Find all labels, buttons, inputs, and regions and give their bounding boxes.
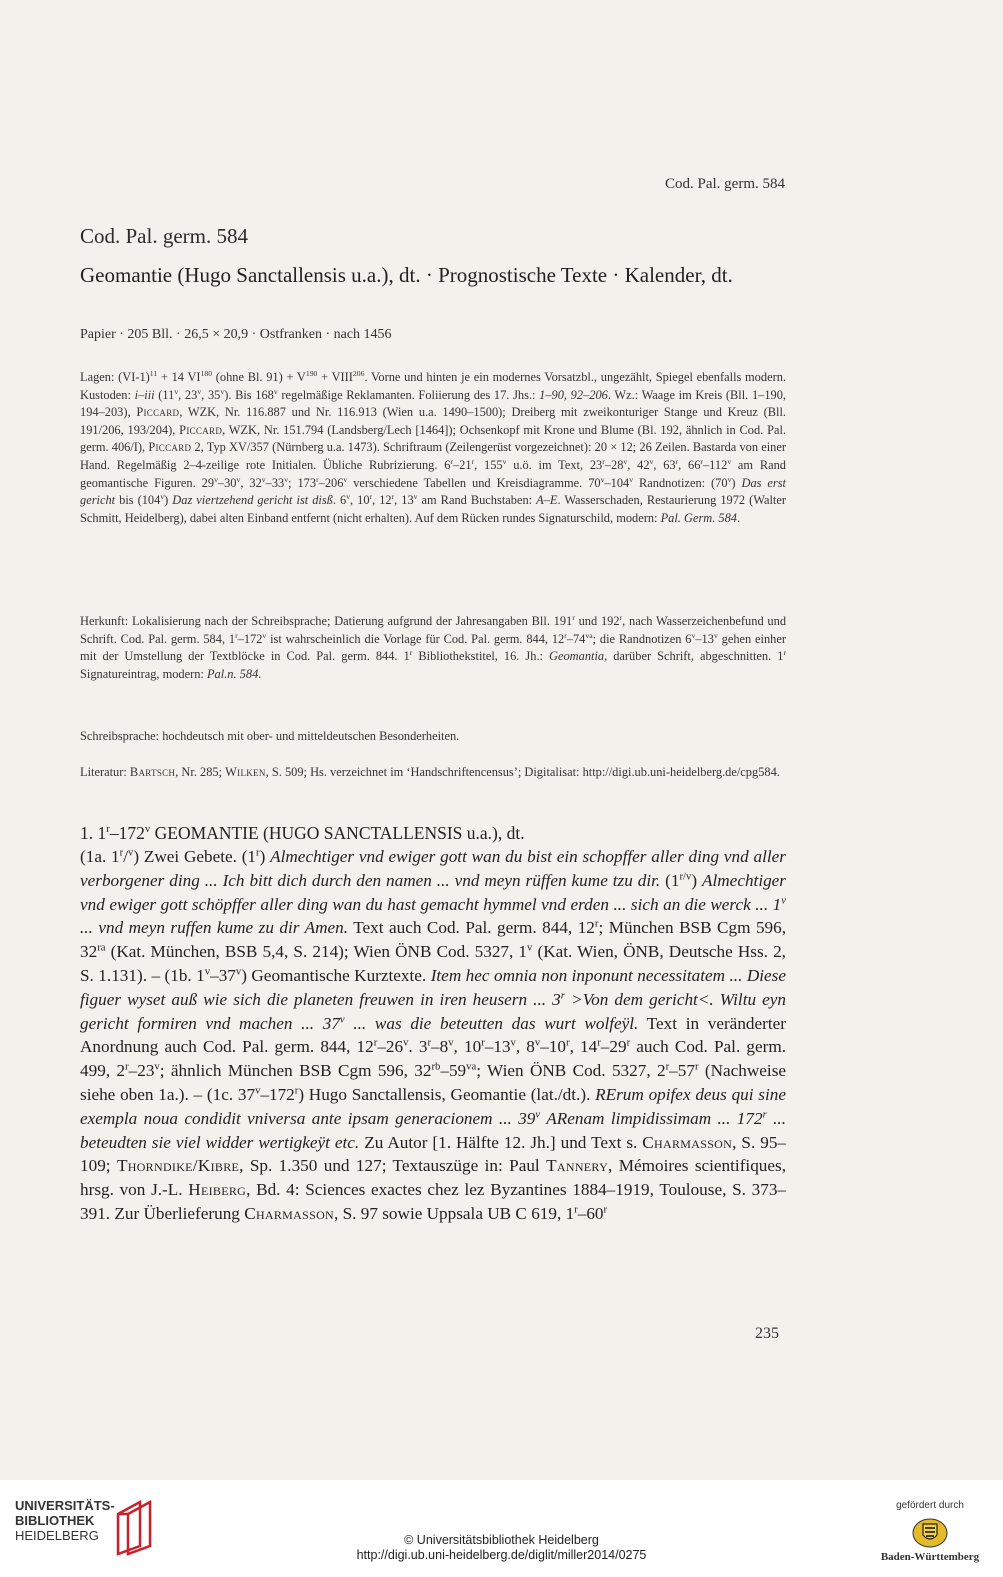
section-body: (1a. 1$^r$/$^v$) Zwei Gebete. (1$^r$) Almechtiger vnd ewiger gott wan du bist ein schopffer aller ding vnd aller verborgener ding ... Ich bitt dich durch den namen ... vnd meyn rüffen kume tzu dir. $(1^{r/v})$ Almechtiger vnd ewiger gott schöpffer aller ding wan du hast gemacht hymmel vnd erden ... sich an die werck ... 1$^v$ ... vnd meyn ruffen kume zu dir Amen. Text auch Cod. Pal. germ. 844, 12$^r$; München BSB Cgm 596, $32^{ra}$ (Kat. München, BSB 5,4, S. 214); Wien ÖNB Cod. 5327, 1$^v$ (Kat. Wien, ÖNB, Deutsche Hss. 2, S. 1.131). – (1b. 1$^v$–37$^v$) Geomantische Kurztexte. Item hec omnia non inponunt necessitatem ... Diese figuer wyset auß wie sich die planeten freuwen in iren heusern ... $3^r >Von$ dem gericht<. Wiltu eyn gericht formiren vnd machen ... 37$^v$ ... was die beteutten das wurt wolfeÿl. Text in veränderter Anordnung auch Cod. Pal. germ. 844, 12$^r$–26$^v$. 3$^r$–8$^v$, 10$^r$–13$^v$, 8$^v$–10$^r$, 14$^r$–29$^r$ auch Cod. Pal. germ. 499, 2$^r$–23$^v$; ähnlich München BSB Cgm 596, $32^{rb}-59^{va}$; Wien ÖNB Cod. 5327, 2$^r$–57$^r$ (Nachweise siehe oben 1a.). – (1c. 37$^v$–172$^r$) Hugo Sanctallensis, Geomantie (lat./dt.). RErum opifex deus qui sine exempla noua condidit vniversa ante ipsam generacionem ... 39$^v$ ARenam limpidissimam ... 172$^r$ ... beteudten sie viel widder wertigkeÿt etc. Zu Autor [1. Hälfte 12. Jh.] und Text s. Charmasson, S. 95–109; Thorndike/Kibre, Sp. 1.350 und 127; Textauszüge in: Paul Tannery, Mémoires scientifiques, hrsg. von J.-L. Heiberg, Bd. 4: Sciences exactes chez lez Byzantines 1884–1919, Toulouse, S. 373–391. Zur Überlieferung Charmasson, S. 97 sowie Uppsala UB C 619, 1$^r$–60$^r$	[80, 847, 787, 1223]
herkunft-label: Herkunft:	[80, 614, 129, 628]
lagen-paragraph: Lagen: $(VI-1)^{11} + 14$ VI$^{180}$ (ohne Bl. $91) + V^{190}$ + $VIII^{206}$. Vorne und hinten je ein modernes Vorsatzbl., ungezählt, Spiegel ebenfalls modern. Kustoden: i–iii (11$^v$, 23$^v$, 35$^v$). Bis 168$^v$ regelmäßige Reklamanten. Foliierung des 17. Jhs.: 1–90, 92–206. Wz.: Waage im Kreis (Bll. 1–190, 194–203), Piccard, WZK, Nr. 116.887 und Nr. 116.913 (Wien u.a. 1490–1500); Dreiberg mit zweikonturiger Stange und Kreuz (Bll. 191/206, 193/204), Piccard, WZK, Nr. 151.794 (Landsberg/Lech [1464]); Ochsenkopf mit Krone und Blume (Bl. 192, ähnlich in Cod. Pal. germ. 406/I), Piccard 2, Typ XV/357 (Nürnberg u.a. 1473). Schriftraum (Zeilengerüst vorgezeichnet): 20 × 12; 26 Zeilen. Bastarda von einer Hand. Regelmäßig 2–4-zeilige rote Initialen. Übliche Rubrizierung. 6$^r$–21$^r$, 155$^v$ u.ö. im Text, 23$^r$–28$^v$, 42$^v$, 63$^r$, 66$^r$–112$^v$ am Rand geomantische Figuren. 29$^v$–30$^v$, 32$^v$–33$^v$; 173$^r$–206$^v$ verschiedene Tabellen und Kreisdiagramme. 70$^v$–104$^v$ Randnotizen: (70$^v$) Das erst gericht bis (104$^v$) Daz viertzehend gericht ist disß. 6$^v$, 10$^r$, 12$^r$, 13$^v$ am Rand Buchstaben: A–E. Wasserschaden, Restaurierung 1972 (Walter Schmitt, Heidelberg), dabei alten Einband entfernt (nicht erhalten). Auf dem Rücken rundes Signaturschild, modern: Pal. Germ. 584.	[80, 368, 787, 525]
work-title: Geomantie (Hugo Sanctallensis u.a.), dt. · Prognostische Texte · Kalender, dt.	[80, 263, 733, 287]
running-head: Cod. Pal. germ. 584	[665, 176, 785, 192]
codex-title: Cod. Pal. germ. 584	[80, 224, 248, 248]
physical-description: Papier · 205 Bll. · 26,5 × 20,9 · Ostfranken · nach 1456	[80, 327, 392, 342]
library-name: UNIVERSITÄTS- BIBLIOTHEK HEIDELBERG	[15, 1498, 115, 1543]
sponsor-block	[875, 1500, 985, 1563]
literatur-paragraph: Literatur: Bartsch, Nr. 285; Wilken, S. 509; Hs. verzeichnet im ‘Handschriftencensus’; Digitalisat: http://digi.ub.uni-heidelberg.de/cpg584.	[80, 765, 780, 779]
herkunft-paragraph: Herkunft: Lokalisierung nach der Schreibsprache; Datierung aufgrund der Jahresangaben Bll. 191$^r$ und 192$^r$, nach Wasserzeichenbefund und Schrift. Cod. Pal. germ. 584, 1$^r$–172$^v$ ist wahrscheinlich die Vorlage für Cod. Pal. germ. 844, $12^r-74^{va}$; die Randnotizen 6$^v$–13$^v$ gehen einher mit der Umstellung der Textblöcke in Cod. Pal. germ. 844. 1$^r$ Bibliothekstitel, 16. Jh.: Geomantia, darüber Schrift, abgeschnitten. 1$^r$ Signatureintrag, modern: Pal.n. 584.	[80, 612, 787, 681]
permalink[interactable]: http://digi.ub.uni-heidelberg.de/diglit/miller2014/0275	[356, 1548, 647, 1562]
sponsor-name: Baden-Württemberg	[880, 1551, 980, 1563]
viewer-footer	[0, 1480, 1003, 1577]
copyright-notice	[0, 1533, 1003, 1563]
copyright-text: © Universitätsbibliothek Heidelberg	[404, 1533, 599, 1547]
schreibsprache-paragraph: Schreibsprache: hochdeutsch mit ober- und mitteldeutschen Besonderheiten.	[80, 729, 460, 743]
state-coat-of-arms-icon	[910, 1515, 950, 1549]
page-number: 235	[755, 1325, 779, 1342]
sponsor-label: gefördert durch	[896, 1500, 964, 1511]
section-heading: 1. 1$^r$–172$^v$ GEOMANTIE (HUGO SANCTALLENSIS u.a.), dt.	[80, 823, 525, 843]
